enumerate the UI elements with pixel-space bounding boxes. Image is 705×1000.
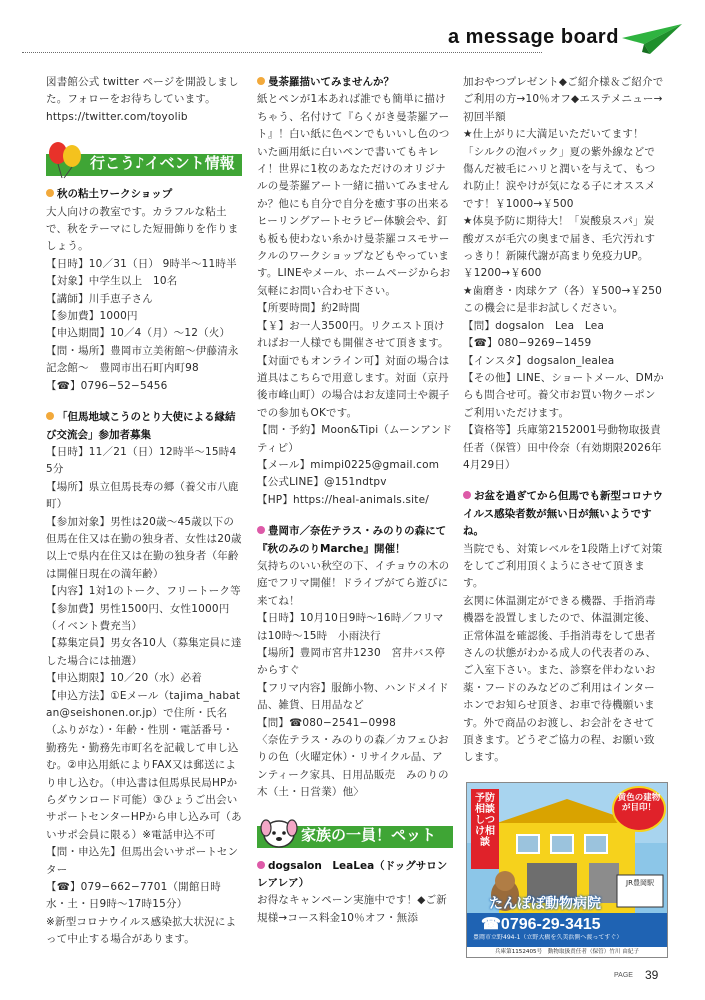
header-title: a message board [448, 26, 619, 48]
header-rule [22, 52, 542, 53]
ad-bubble: 黄色の建物が目印！ [617, 793, 661, 813]
events-banner-label: 行こう♪イベント情報 [90, 154, 235, 173]
column-2 [257, 74, 453, 927]
bullet-dot-icon [46, 189, 54, 197]
ad-address: 豊岡市立野494-1（立野大橋を久美浜側へ渡ってすぐ） [473, 934, 623, 941]
article-body: 当院でも、対策レベルを1段階上げて対策をしてご利用頂くようにさせて頂きます。 玄関に体温測定ができる機器、手指消毒機器を設置しましたので、体温測定後、正常体温を確認後、手指消毒をして患者さんの状態がわかる成人の代表者のみ、ご入室下さい。また、診察を伴わないお薬・フードのみなどのご利用はインターホンでお知らせ頂き、お車で待機願います。外で商品のお渡し、お会計をさせて頂きます。どうぞご協力の程、お願い致します。 [463, 542, 663, 764]
paper-plane-icon [620, 22, 684, 56]
ad-left-sign: 予防相談しつけ相談 [475, 793, 495, 848]
pet-banner-label: 家族の一員！ペット [301, 825, 437, 844]
article-body: お得なキャンペーン実施中です！◆ご新規様→コース料金10％オフ・無添 [257, 894, 447, 924]
article-body: 【日時】11／21（日）12時半〜15時45分 【場所】県立但馬長寿の郷（養父市八鹿町） 【参加対象】男性は20歳〜45歳以下の但馬在住又は在勤の独身者、女性は20歳以上で県内在住又は在勤の独身者（年齢は開催日現在の満年齢） 【内容】1対1のトーク、フリートーク等 【参加費】男性1500円、女性1000円（イベント費充当） 【募集定員】男女各10人（募集定員に達した場合には抽選） 【申込期限】10／20（水）必着 【申込方法】①Eメール（tajima_habatan@seishonen.or.jp）で住所・氏名（ふりがな）・年齢・性別・電話番号・勤務先・勤務先市町名を記載して申し込む。②申込用紙によりFAX又は郵送により申し込む。（申込書は但馬県民局HPからダウンロード可能）③ひょうご出会いサポートセンターHPから申し込み可（あいサポ会員に限る）※電話申込不可 【問・申込先】但馬出会いサポートセンター 【☎】079−662−7701（開館日時 水・土・日9時〜17時15分） ※新型コロナウイルス感染拡大状況によって中止する場合があります。 [46, 445, 242, 946]
page-number: 39 [645, 968, 659, 982]
bullet-dot-icon [257, 861, 265, 869]
page-label: PAGE [614, 972, 633, 979]
article-body: 気持ちのいい秋空の下、イチョウの木の庭でフリマ開催！ドライブがてら遊びに来てね！ 【日時】10月10日9時〜16時／フリマは10時〜15時 小雨決行 【場所】豊岡市宮井1230 宮井バス停からすぐ 【フリマ内容】服飾小物、ハンドメイド品、雑貨、日用品など 【問】☎080−2541−0998 〈奈佐テラス・みのりの森／カフェひおりの色（火曜定休）・リサイクル品、アンティーク家具、日用品販売 みのりの木（土・日営業）他〉 [257, 559, 450, 799]
article-title: 曼荼羅描いてみませんか？ [257, 74, 453, 91]
dog-icon [257, 812, 301, 852]
article-title: お盆を過ぎてから但馬でも新型コロナウイルス感染者数が無い日が無いようですね。 [463, 490, 663, 538]
bullet-dot-icon [46, 412, 54, 420]
ad-license: 兵庫第1152405号 動物取扱責任者（保管）竹川 由紀子 [467, 947, 667, 957]
library-twitter-note: 図書館公式 twitter ページを開設しました。フォローをお待ちしています。 https://twitter.com/toyolib [46, 76, 239, 123]
article-title: 豊岡市／奈佐テラス・みのりの森にて『秋のみのりMarche』開催！ [257, 525, 447, 555]
article-body: 紙とペンが1本あれば誰でも簡単に描けちゃう、名付けて『らくがき曼荼羅アート』！白い紙に色ペンでもいいし色のついた画用紙に白いペンで書いてもキレイ！世界に1枚のあなただけのオリジナルの曼荼羅アート一緒に描いてみませんか？他にも自分で自分を癒す事の出来るヒーリングアートセラピー体験会や、釘も板も使わない糸かけ曼荼羅コスモサークルのワークショップなどもやっています。LINEやメール、ホームページからお気軽にお問い合わせ下さい。 【所要時間】約2時間 【￥】お一人3500円。リクエスト頂ければお一人様でも開催させて頂きます。 【対面でもオンライン可】対面の場合は道具はこちらで用意します。対面（京丹後市峰山町）の場合はお友達同士や親子での参加もOKです。 【問・予約】Moon&Tipi（ムーンアンドティピ） 【メール】mimpi0225@gmail.com 【公式LINE】@151ndtpv 【HP】https://heal-animals.site/ [257, 93, 453, 506]
hospital-advertisement [466, 782, 668, 958]
pet-banner [257, 812, 453, 852]
bullet-dot-icon [257, 526, 265, 534]
article-title: dogsalon LeaLea（ドッグサロンレアレア） [257, 859, 448, 890]
ad-hospital-name: たんぽぽ動物病院 [489, 896, 601, 912]
events-banner [46, 140, 242, 180]
article-title: 「但馬地域こうのとり大使による縁結び交流会」参加者募集 [46, 411, 236, 441]
ad-phone: ☎0796-29-3415 [481, 916, 601, 933]
column-1 [46, 74, 242, 949]
bullet-dot-icon [257, 77, 265, 85]
article-title: 秋の粘土ワークショップ [46, 186, 242, 203]
article-body: 加おやつプレゼント◆ご紹介様＆ご紹介でご利用の方→10％オフ◆エステメニュー→初回半額 ★仕上がりに大満足いただいてます！「シルクの泡パック」夏の紫外線などで傷んだ被毛にハリと潤いを与えて、もつれ防止！涙やけが気になる子にオススメです！￥1000→￥500 ★体臭予防に期待大！「炭酸泉スパ」炭酸ガスが毛穴の奥まで届き、毛穴汚れすっきり！新陳代謝が高まり免疫力UP。￥1200→￥600 ★歯磨き・肉球ケア（各）￥500→￥250 この機会に是非お試しください。 【問】dogsalon Lea Lea 【☎】080−9269−1459 【インスタ】dogsalon_lealea 【その他】LINE、ショートメール、DMからも問合せ可。養父市お買い物クーポンご利用いただけます。 【資格等】兵庫第2152001号動物取扱責任者（保管）田中伶奈（有効期限2026年4月29日） [463, 76, 664, 471]
bullet-dot-icon [463, 491, 471, 499]
column-3 [463, 74, 664, 767]
balloons-icon [46, 140, 86, 180]
ad-station-sign: JR豊岡駅 [626, 879, 654, 887]
article-body: 大人向けの教室です。カラフルな粘土で、秋をテーマにした短冊飾りを作りましょう。 【日時】10／31（日） 9時半〜11時半 【対象】中学生以上 10名 【講師】川手恵子さん 【参加費】1000円 【申込期間】10／4（月）〜12（火） 【問・場所】豊岡市立美術館〜伊藤清永記念館〜 豊岡市出石町内町98 【☎】0796−52−5456 [46, 205, 239, 392]
